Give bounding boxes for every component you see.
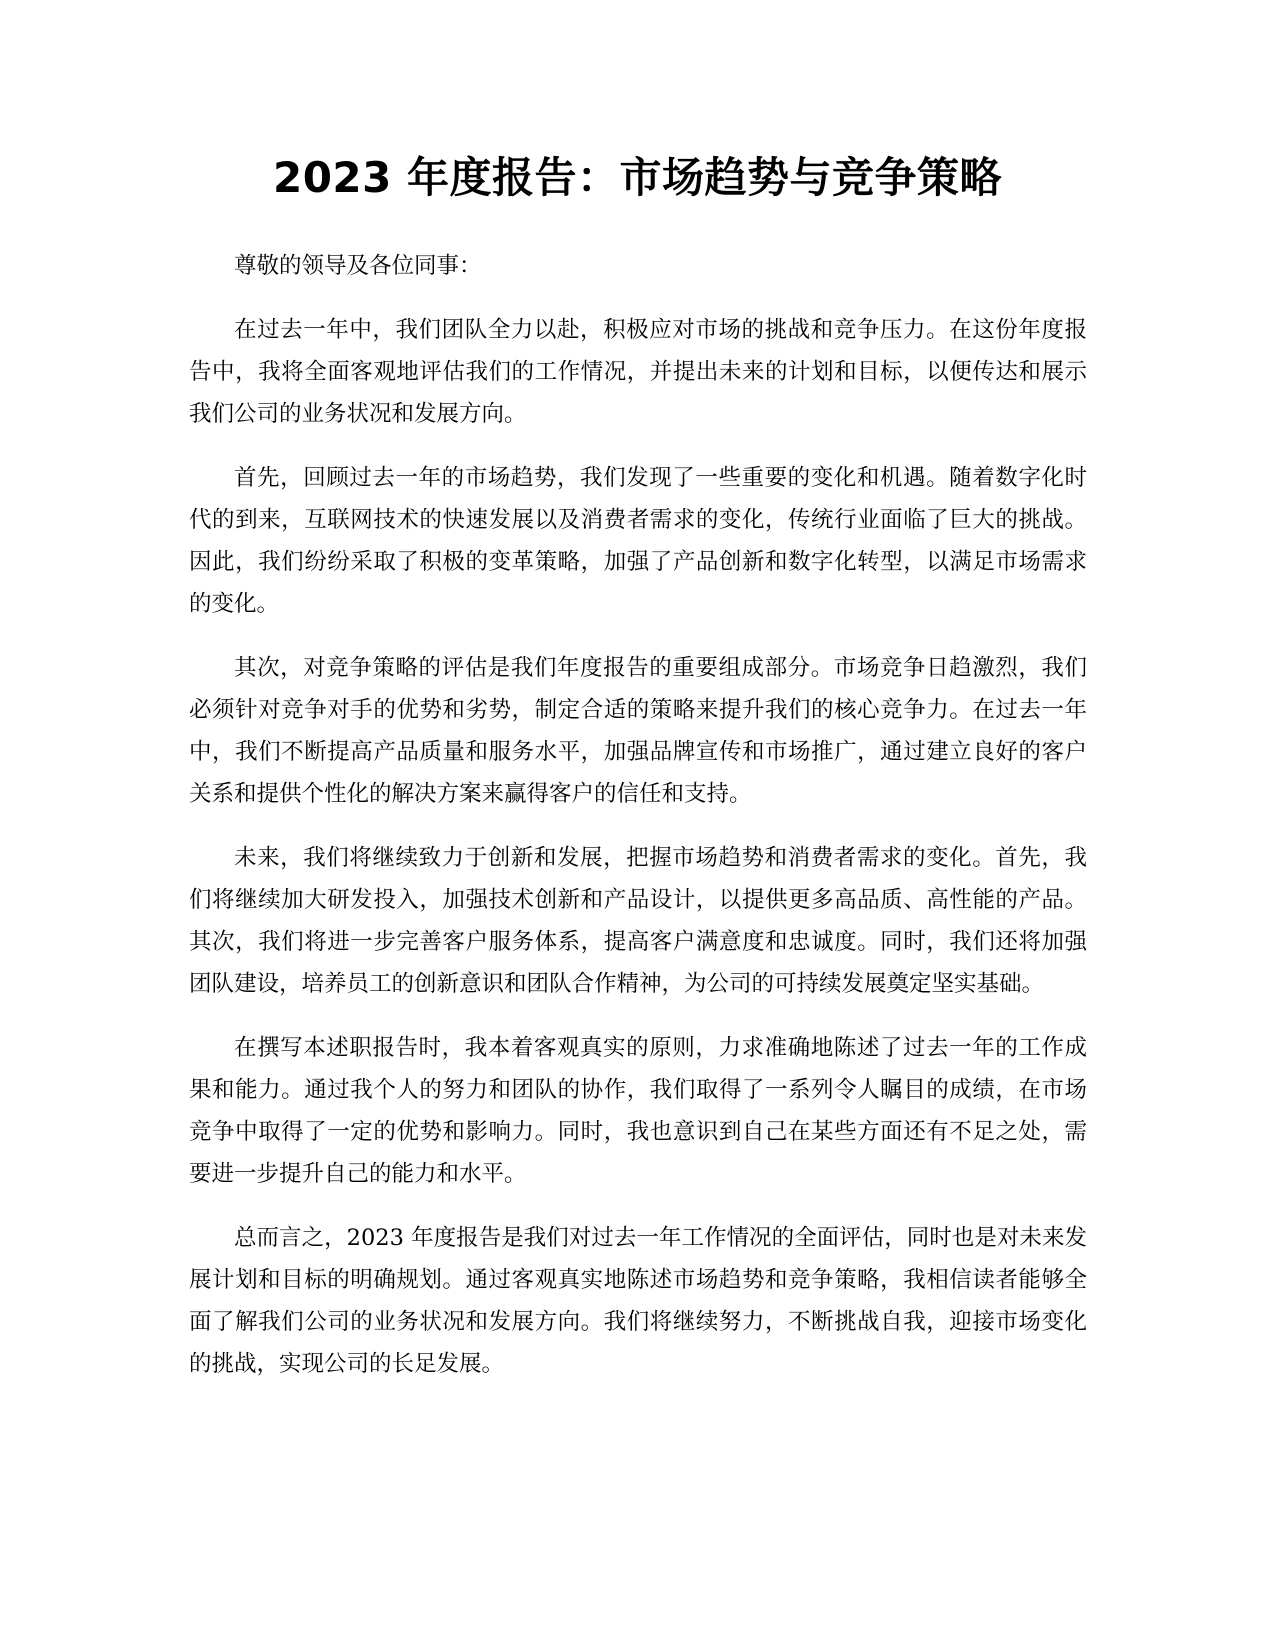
salutation: 尊敬的领导及各位同事： xyxy=(234,253,482,279)
paragraph-6: 总而言之，2023 年度报告是我们对过去一年工作情况的全面评估，同时也是对未来发展计划和目标的明确规划。通过客观真实地陈述市场趋势和竞争策略，我相信读者能够全面了解我们公司的业务状况和发展方向。我们将继续努力，不断挑战自我，迎接市场变化的挑战，实现公司的长足发展。 xyxy=(189,1225,1087,1377)
paragraph-5: 在撰写本述职报告时，我本着客观真实的原则，力求准确地陈述了过去一年的工作成果和能力。通过我个人的努力和团队的协作，我们取得了一系列令人瞩目的成绩，在市场竞争中取得了一定的优势和影响力。同时，我也意识到自己在某些方面还有不足之处，需要进一步提升自己的能力和水平。 xyxy=(189,1035,1087,1187)
document-body xyxy=(189,245,1087,1407)
paragraph-3: 其次，对竞争策略的评估是我们年度报告的重要组成部分。市场竞争日趋激烈，我们必须针对竞争对手的优势和劣势，制定合适的策略来提升我们的核心竞争力。在过去一年中，我们不断提高产品质量和服务水平，加强品牌宣传和市场推广，通过建立良好的客户关系和提供个性化的解决方案来赢得客户的信任和支持。 xyxy=(189,655,1087,807)
document-title: 2023 年度报告：市场趋势与竞争策略 xyxy=(272,153,1003,202)
paragraph-4: 未来，我们将继续致力于创新和发展，把握市场趋势和消费者需求的变化。首先，我们将继续加大研发投入，加强技术创新和产品设计，以提供更多高品质、高性能的产品。其次，我们将进一步完善客户服务体系，提高客户满意度和忠诚度。同时，我们还将加强团队建设，培养员工的创新意识和团队合作精神，为公司的可持续发展奠定坚实基础。 xyxy=(189,845,1087,997)
paragraph-1: 在过去一年中，我们团队全力以赴，积极应对市场的挑战和竞争压力。在这份年度报告中，我将全面客观地评估我们的工作情况，并提出未来的计划和目标，以便传达和展示我们公司的业务状况和发展方向。 xyxy=(189,317,1087,427)
paragraph-2: 首先，回顾过去一年的市场趋势，我们发现了一些重要的变化和机遇。随着数字化时代的到来，互联网技术的快速发展以及消费者需求的变化，传统行业面临了巨大的挑战。因此，我们纷纷采取了积极的变革策略，加强了产品创新和数字化转型，以满足市场需求的变化。 xyxy=(189,465,1087,617)
